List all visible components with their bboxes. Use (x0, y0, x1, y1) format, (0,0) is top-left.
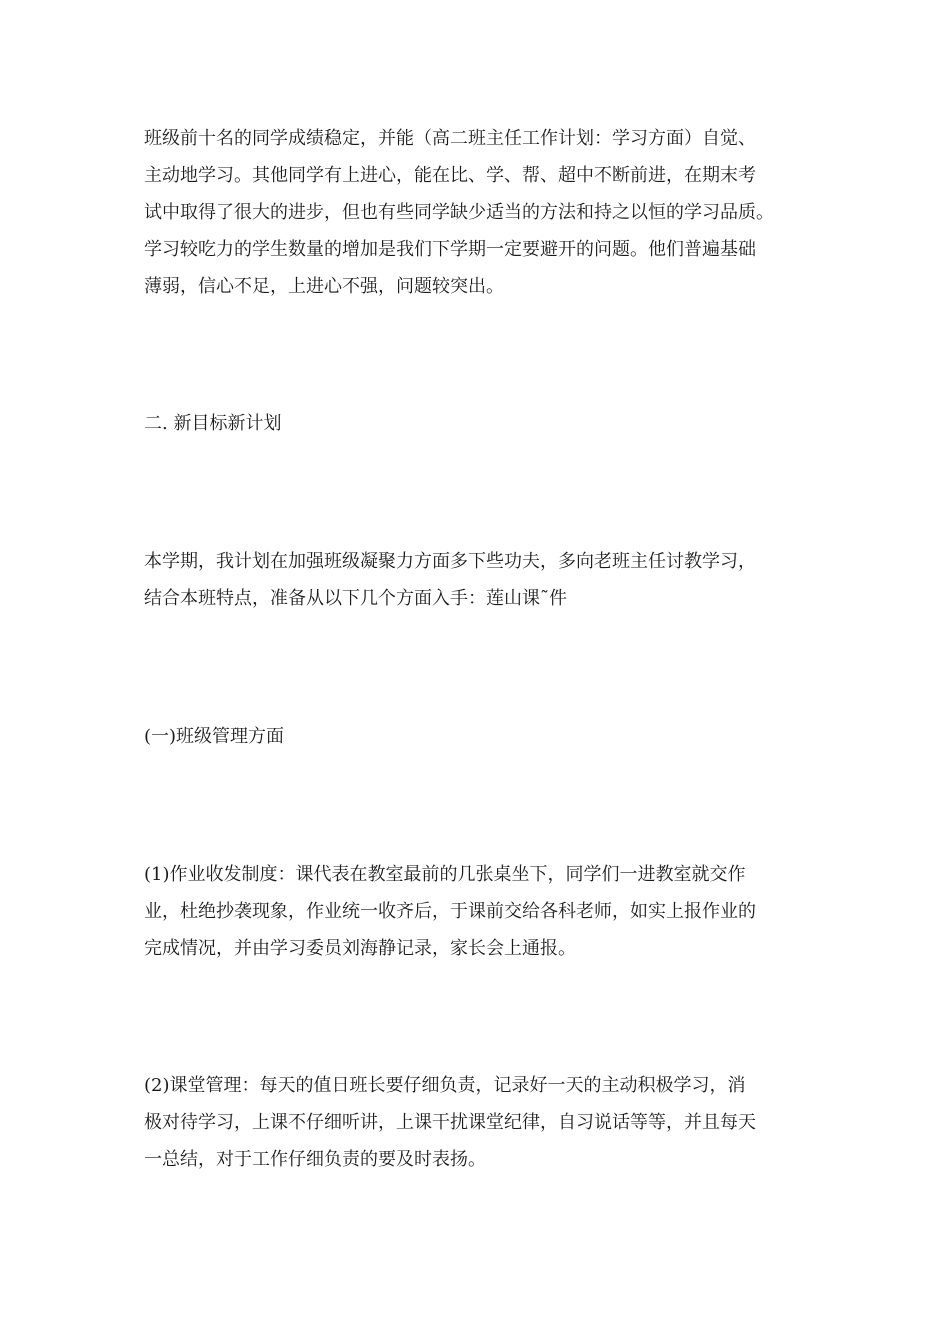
subsection-heading-class-management (144, 718, 816, 755)
text-line: 薄弱，信心不足，上进心不强，问题较突出。 (144, 276, 504, 297)
paragraph-homework-system (144, 856, 816, 967)
text-line: (1)作业收发制度：课代表在教室最前的几张桌坐下，同学们一进教室就交作 (144, 864, 746, 885)
heading-text: (一)班级管理方面 (144, 726, 285, 747)
text-line: 业，杜绝抄袭现象，作业统一收齐后，于课前交给各科老师，如实上报作业的 (144, 901, 756, 922)
text-line: 学习较吃力的学生数量的增加是我们下学期一定要避开的问题。他们普遍基础 (144, 239, 756, 260)
text-line: 试中取得了很大的进步，但也有些同学缺少适当的方法和持之以恒的学习品质。 (144, 202, 774, 223)
heading-text: 二. 新目标新计划 (144, 413, 282, 434)
text-line: 主动地学习。其他同学有上进心，能在比、学、帮、超中不断前进，在期末考 (144, 165, 756, 186)
text-line: 本学期，我计划在加强班级凝聚力方面多下些功夫，多向老班主任讨教学习， (144, 551, 756, 572)
text-line: 极对待学习，上课不仔细听讲，上课干扰课堂纪律，自习说话等等，并且每天 (144, 1112, 756, 1133)
text-line: 一总结，对于工作仔细负责的要及时表扬。 (144, 1149, 486, 1170)
text-line: (2)课堂管理：每天的值日班长要仔细负责，记录好一天的主动积极学习，消 (144, 1075, 746, 1096)
text-line: 班级前十名的同学成绩稳定，并能（高二班主任工作计划：学习方面）自觉、 (144, 128, 756, 149)
text-line: 结合本班特点，准备从以下几个方面入手：莲山课˜件 (144, 588, 567, 609)
paragraph-classroom-management (144, 1067, 816, 1178)
section-heading-new-goals (144, 405, 816, 442)
paragraph-semester-plan (144, 543, 816, 617)
paragraph-class-performance (144, 120, 816, 305)
text-line: 完成情况，并由学习委员刘海静记录，家长会上通报。 (144, 938, 576, 959)
